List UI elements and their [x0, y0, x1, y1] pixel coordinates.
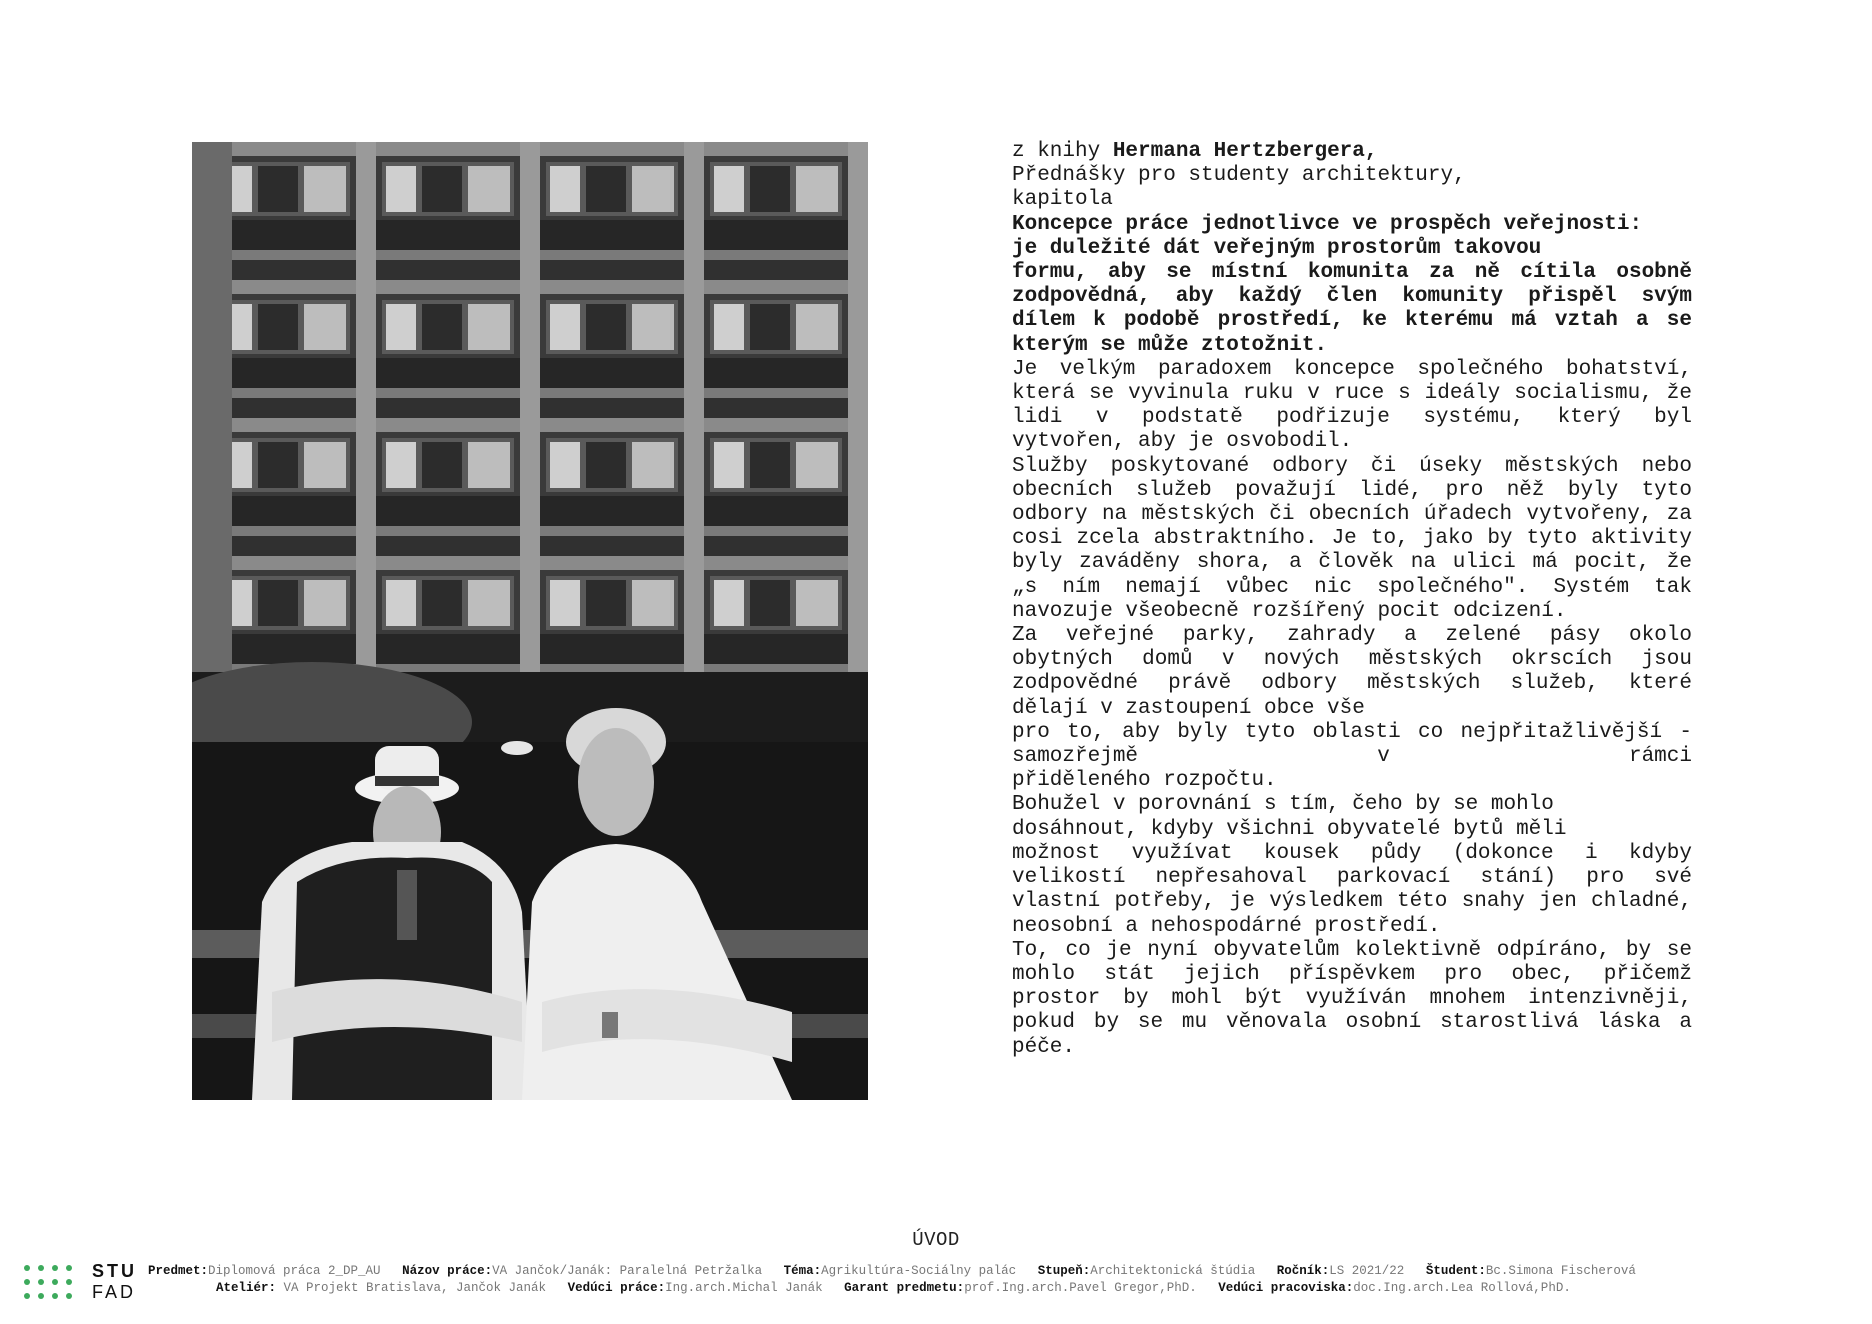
footer-label-atelier: Ateliér: [216, 1281, 277, 1295]
footer-label-veduci-pracoviska: Vedúci pracoviska: [1218, 1281, 1354, 1295]
paragraph-4a: Bohužel v porovnání s tím, čeho by se mohlo [1012, 793, 1554, 817]
paragraph-2: Služby poskytované odbory či úseky městských nebo obecních služeb považují lidé, pro něž byly tyto odbory na městských či obecních úřadech vytvořeny, za cosi zcela abstraktního. Je to, jako by tyto aktivity byly zaváděny shora, a člověk na ulici má pocit, že „s ním nemají vůbec nic společného". Systém tak navozuje všeobecně rozšířený pocit odcizení. [1012, 454, 1692, 623]
paragraph-3c: přiděleného rozpočtu. [1012, 769, 1277, 793]
logo-line-stu: STU [92, 1261, 137, 1281]
footer-value-veduci-pracoviska: doc.Ing.arch.Lea Rollová,PhD. [1353, 1281, 1571, 1295]
stu-fad-logo [92, 1261, 137, 1303]
footer-label-rocnik: Ročník: [1276, 1264, 1330, 1278]
footer-value-atelier: VA Projekt Bratislava, Jančok Janák [276, 1281, 547, 1295]
paragraph-4b: dosáhnout, kdyby všichni obyvatelé bytů měli [1012, 817, 1567, 841]
paragraph-1: Je velkým paradoxem koncepce společného bohatství, která se vyvinula ruku v ruce s ideály socialismu, že lidi v podstatě podřizuje systému, který byl vytvořen, aby je osvobodil. [1012, 357, 1692, 454]
footer-value-predmet: Diplomová práca 2_DP_AU [208, 1264, 381, 1278]
book-title: Přednášky pro studenty architektury, [1012, 164, 1466, 188]
chapter-label: kapitola [1012, 188, 1113, 212]
footer-label-predmet: Predmet: [148, 1264, 209, 1278]
footer-label-veduci-prace: Vedúci práce: [567, 1281, 666, 1295]
paragraph-3a: Za veřejné parky, zahrady a zelené pásy okolo obytných domů v nových městských okrscích jsou zodpovědné právě odbory městských služeb, které dělají v zastoupení obce vše [1012, 624, 1692, 720]
footer-row-1 [148, 1264, 1636, 1278]
chapter-title-2: je duležité dát veřejným prostorům takovou [1012, 236, 1542, 260]
footer-label-stupen: Stupeň: [1037, 1264, 1091, 1278]
chapter-title-line1 [1012, 213, 1692, 237]
quote-intro [1012, 140, 1692, 164]
chapter-title-line2 [1012, 237, 1692, 261]
footer-row-2 [216, 1281, 1571, 1295]
footer-value-nazov: VA Jančok/Janák: Paralelná Petržalka [492, 1264, 763, 1278]
footer-info [24, 1257, 1854, 1307]
footer-label-garant: Garant predmetu: [844, 1281, 965, 1295]
footer-label-tema: Téma: [783, 1264, 822, 1278]
logo-line-fad: FAD [92, 1282, 137, 1302]
paragraph-5: To, co je nyní obyvatelům kolektivně odpíráno, by se mohlo stát jejich příspěvkem pro obec, přičemž prostor by mohl být využíván mnohem intenzivněji, pokud by se mu věnovala osobní starostlivá láska a péče. [1012, 938, 1692, 1059]
section-title: ÚVOD [912, 1229, 960, 1251]
author-name: Hermana Hertzbergera, [1112, 140, 1378, 163]
footer-value-rocnik: LS 2021/22 [1329, 1264, 1405, 1278]
footer-label-student: Študent: [1425, 1264, 1486, 1278]
photo-two-men-on-bench [192, 142, 868, 1100]
chapter-title-1: Koncepce práce jednotlivce ve prospěch veřejnosti: [1012, 212, 1643, 236]
footer-value-veduci-prace: Ing.arch.Michal Janák [665, 1281, 823, 1295]
paragraph-3b: pro to, aby byly tyto oblasti co nejpřitažlivější - samozřejmě v rámci [1012, 720, 1692, 769]
footer-label-nazov: Názov práce: [402, 1264, 493, 1278]
intro-prefix: z knihy [1012, 140, 1113, 163]
stu-logo-dots-icon [24, 1265, 84, 1309]
footer-value-stupen: Architektonická štúdia [1090, 1264, 1256, 1278]
photo-illustration [192, 142, 868, 1100]
quote-text [1012, 140, 1692, 1060]
footer-value-student: Bc.Simona Fischerová [1485, 1264, 1636, 1278]
footer-value-tema: Agrikultúra-Sociálny palác [821, 1264, 1017, 1278]
chapter-title-3: formu, aby se místní komunita za ně cítila osobně zodpovědná, aby každý člen komunity přispěl svým dílem k podobě prostředí, ke kterému má vztah a se kterým se může ztotožnit. [1012, 261, 1692, 357]
paragraph-4c: možnost využívat kousek půdy (dokonce i kdyby velikostí nepřesahoval parkovací stání) pro své vlastní potřeby, je výsledkem této snahy jen chladné, neosobní a nehospodárné prostředí. [1012, 841, 1692, 938]
footer-value-garant: prof.Ing.arch.Pavel Gregor,PhD. [964, 1281, 1197, 1295]
chapter-title-rest [1012, 261, 1692, 358]
